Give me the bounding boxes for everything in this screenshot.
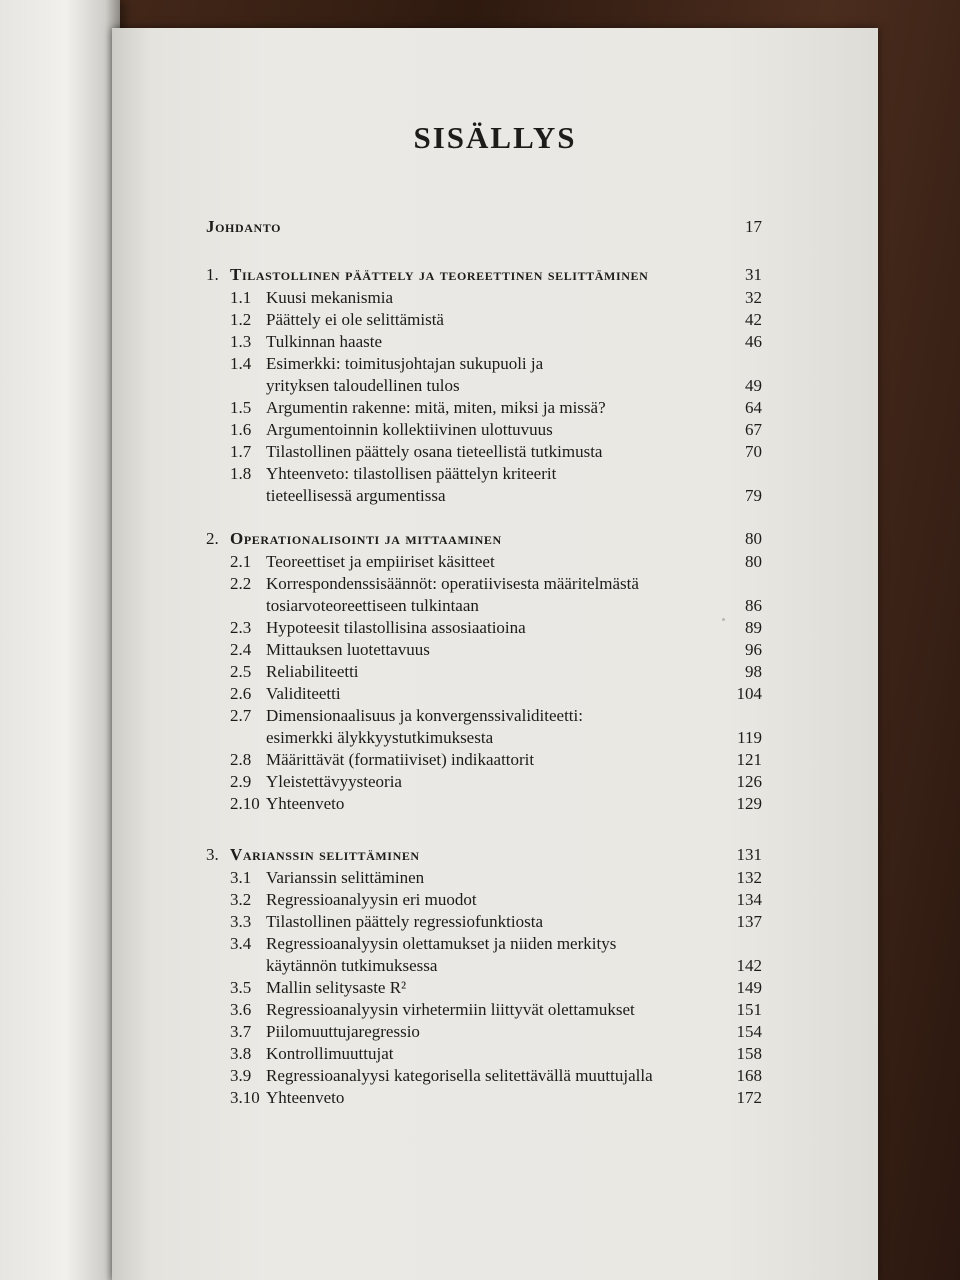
section-number: 1.3 — [230, 332, 252, 351]
intro-title: Johdanto — [206, 217, 282, 236]
section-title: Varianssin selittäminen — [266, 868, 425, 887]
section-row — [112, 353, 878, 375]
section-row — [112, 463, 878, 485]
section-row — [112, 911, 878, 933]
section-number: 2.9 — [230, 772, 252, 791]
section-row — [112, 309, 878, 331]
section-page-number: 142 — [736, 956, 762, 975]
section-number: 1.6 — [230, 420, 252, 439]
section-row — [112, 999, 878, 1021]
section-number: 3.3 — [230, 912, 252, 931]
chapter-heading-row — [112, 264, 878, 286]
section-page-number: 154 — [736, 1022, 762, 1041]
section-row — [112, 595, 878, 617]
section-row — [112, 331, 878, 353]
section-number: 1.8 — [230, 464, 252, 483]
section-row — [112, 1087, 878, 1109]
section-row — [112, 1043, 878, 1065]
section-number: 2.6 — [230, 684, 252, 703]
section-number: 1.5 — [230, 398, 252, 417]
section-page-number: 86 — [745, 596, 762, 615]
section-title: Hypoteesit tilastollisina assosiaatioina — [266, 618, 526, 637]
section-page-number: 119 — [737, 728, 762, 747]
section-page-number: 67 — [745, 420, 762, 439]
section-page-number: 80 — [745, 552, 762, 571]
section-title: Argumentin rakenne: mitä, miten, miksi ja missä? — [266, 398, 606, 417]
section-number: 1.4 — [230, 354, 252, 373]
section-page-number: 79 — [745, 486, 762, 505]
chapter-number: 2. — [206, 529, 219, 548]
section-row — [112, 419, 878, 441]
section-page-number: 46 — [745, 332, 762, 351]
chapter-page-number: 31 — [745, 265, 762, 284]
chapter-page-number: 131 — [736, 845, 762, 864]
section-row — [112, 1021, 878, 1043]
section-page-number: 89 — [745, 618, 762, 637]
section-number: 1.1 — [230, 288, 252, 307]
pencil-mark — [722, 618, 725, 621]
section-title: Yhteenveto: tilastollisen päättelyn kriteerit — [266, 464, 557, 483]
section-page-number: 104 — [736, 684, 762, 703]
section-row — [112, 639, 878, 661]
section-page-number: 134 — [736, 890, 762, 909]
section-number: 3.2 — [230, 890, 252, 909]
section-title: Korrespondenssisäännöt: operatiivisesta määritelmästä — [266, 574, 639, 593]
section-row — [112, 287, 878, 309]
section-number: 3.8 — [230, 1044, 252, 1063]
section-number: 1.7 — [230, 442, 252, 461]
section-title: Tulkinnan haaste — [266, 332, 383, 351]
section-number: 3.7 — [230, 1022, 252, 1041]
section-row — [112, 727, 878, 749]
section-number: 2.1 — [230, 552, 252, 571]
section-row — [112, 771, 878, 793]
section-row — [112, 867, 878, 889]
section-title: Dimensionaalisuus ja konvergenssivaliditeetti: — [266, 706, 583, 725]
section-number: 3.10 — [230, 1088, 260, 1107]
section-row — [112, 617, 878, 639]
section-number: 2.3 — [230, 618, 252, 637]
section-row — [112, 705, 878, 727]
section-page-number: 172 — [736, 1088, 762, 1107]
section-title: Yhteenveto — [266, 1088, 345, 1107]
section-number: 2.8 — [230, 750, 252, 769]
section-page-number: 129 — [736, 794, 762, 813]
section-title: Yhteenveto — [266, 794, 345, 813]
section-page-number: 151 — [736, 1000, 762, 1019]
page-title: SISÄLLYS — [413, 120, 577, 155]
section-title: Yleistettävyysteoria — [266, 772, 402, 791]
section-row — [112, 375, 878, 397]
section-page-number: 98 — [745, 662, 762, 681]
toc-intro-row — [112, 216, 878, 238]
section-page-number: 137 — [736, 912, 762, 931]
section-number: 3.6 — [230, 1000, 252, 1019]
section-row — [112, 793, 878, 815]
section-title: Mallin selitysaste R² — [266, 978, 407, 997]
section-title: Esimerkki: toimitusjohtajan sukupuoli ja — [266, 354, 544, 373]
book-page — [112, 28, 878, 1280]
section-title: Määrittävät (formatiiviset) indikaattorit — [266, 750, 535, 769]
section-title: Regressioanalyysin virhetermiin liittyvät olettamukset — [266, 1000, 635, 1019]
section-page-number: 158 — [736, 1044, 762, 1063]
section-title: tieteellisessä argumentissa — [266, 486, 446, 505]
section-title: Teoreettiset ja empiiriset käsitteet — [266, 552, 495, 571]
section-title: Mittauksen luotettavuus — [266, 640, 430, 659]
section-page-number: 168 — [736, 1066, 762, 1085]
section-row — [112, 683, 878, 705]
section-title: Argumentoinnin kollektiivinen ulottuvuus — [266, 420, 553, 439]
facing-left-page — [0, 0, 120, 1280]
section-page-number: 70 — [745, 442, 762, 461]
chapter-number: 1. — [206, 265, 219, 284]
section-page-number: 126 — [736, 772, 762, 791]
section-title: Kuusi mekanismia — [266, 288, 394, 307]
section-row — [112, 397, 878, 419]
intro-page: 17 — [745, 217, 762, 236]
chapter-heading-row — [112, 844, 878, 866]
section-title: Kontrollimuuttujat — [266, 1044, 394, 1063]
section-number: 1.2 — [230, 310, 252, 329]
chapter-heading-row — [112, 528, 878, 550]
section-row — [112, 441, 878, 463]
section-number: 3.9 — [230, 1066, 252, 1085]
chapter-page-number: 80 — [745, 529, 762, 548]
section-number: 2.5 — [230, 662, 252, 681]
section-title: Päättely ei ole selittämistä — [266, 310, 444, 329]
section-row — [112, 955, 878, 977]
section-page-number: 132 — [736, 868, 762, 887]
chapter-title: Operationalisointi ja mittaaminen — [230, 529, 502, 548]
section-title: esimerkki älykkyystutkimuksesta — [266, 728, 494, 747]
section-page-number: 32 — [745, 288, 762, 307]
section-number: 3.1 — [230, 868, 252, 887]
section-row — [112, 749, 878, 771]
section-row — [112, 573, 878, 595]
section-row — [112, 485, 878, 507]
section-title: Tilastollinen päättely regressiofunktiosta — [266, 912, 543, 931]
section-row — [112, 889, 878, 911]
section-title: käytännön tutkimuksessa — [266, 956, 438, 975]
section-title: Regressioanalyysi kategorisella selitettävällä muuttujalla — [266, 1066, 653, 1085]
section-title: Reliabiliteetti — [266, 662, 359, 681]
section-row — [112, 977, 878, 999]
section-title: tosiarvoteoreettiseen tulkintaan — [266, 596, 479, 615]
section-title: Piilomuuttujaregressio — [266, 1022, 420, 1041]
section-page-number: 49 — [745, 376, 762, 395]
section-title: Tilastollinen päättely osana tieteellistä tutkimusta — [266, 442, 603, 461]
section-number: 3.5 — [230, 978, 252, 997]
section-page-number: 42 — [745, 310, 762, 329]
section-number: 2.10 — [230, 794, 260, 813]
section-row — [112, 661, 878, 683]
section-number: 2.7 — [230, 706, 252, 725]
section-page-number: 149 — [736, 978, 762, 997]
section-title: yrityksen taloudellinen tulos — [266, 376, 460, 395]
section-title: Regressioanalyysin eri muodot — [266, 890, 477, 909]
section-page-number: 121 — [736, 750, 762, 769]
section-number: 2.2 — [230, 574, 252, 593]
section-row — [112, 1065, 878, 1087]
section-title: Validiteetti — [266, 684, 341, 703]
section-title: Regressioanalyysin olettamukset ja niiden merkitys — [266, 934, 617, 953]
chapter-title: Varianssin selittäminen — [230, 845, 420, 864]
chapter-number: 3. — [206, 845, 219, 864]
section-number: 3.4 — [230, 934, 252, 953]
section-row — [112, 551, 878, 573]
section-page-number: 96 — [745, 640, 762, 659]
chapter-title: Tilastollinen päättely ja teoreettinen selittäminen — [230, 265, 649, 284]
section-page-number: 64 — [745, 398, 762, 417]
section-row — [112, 933, 878, 955]
section-number: 2.4 — [230, 640, 252, 659]
